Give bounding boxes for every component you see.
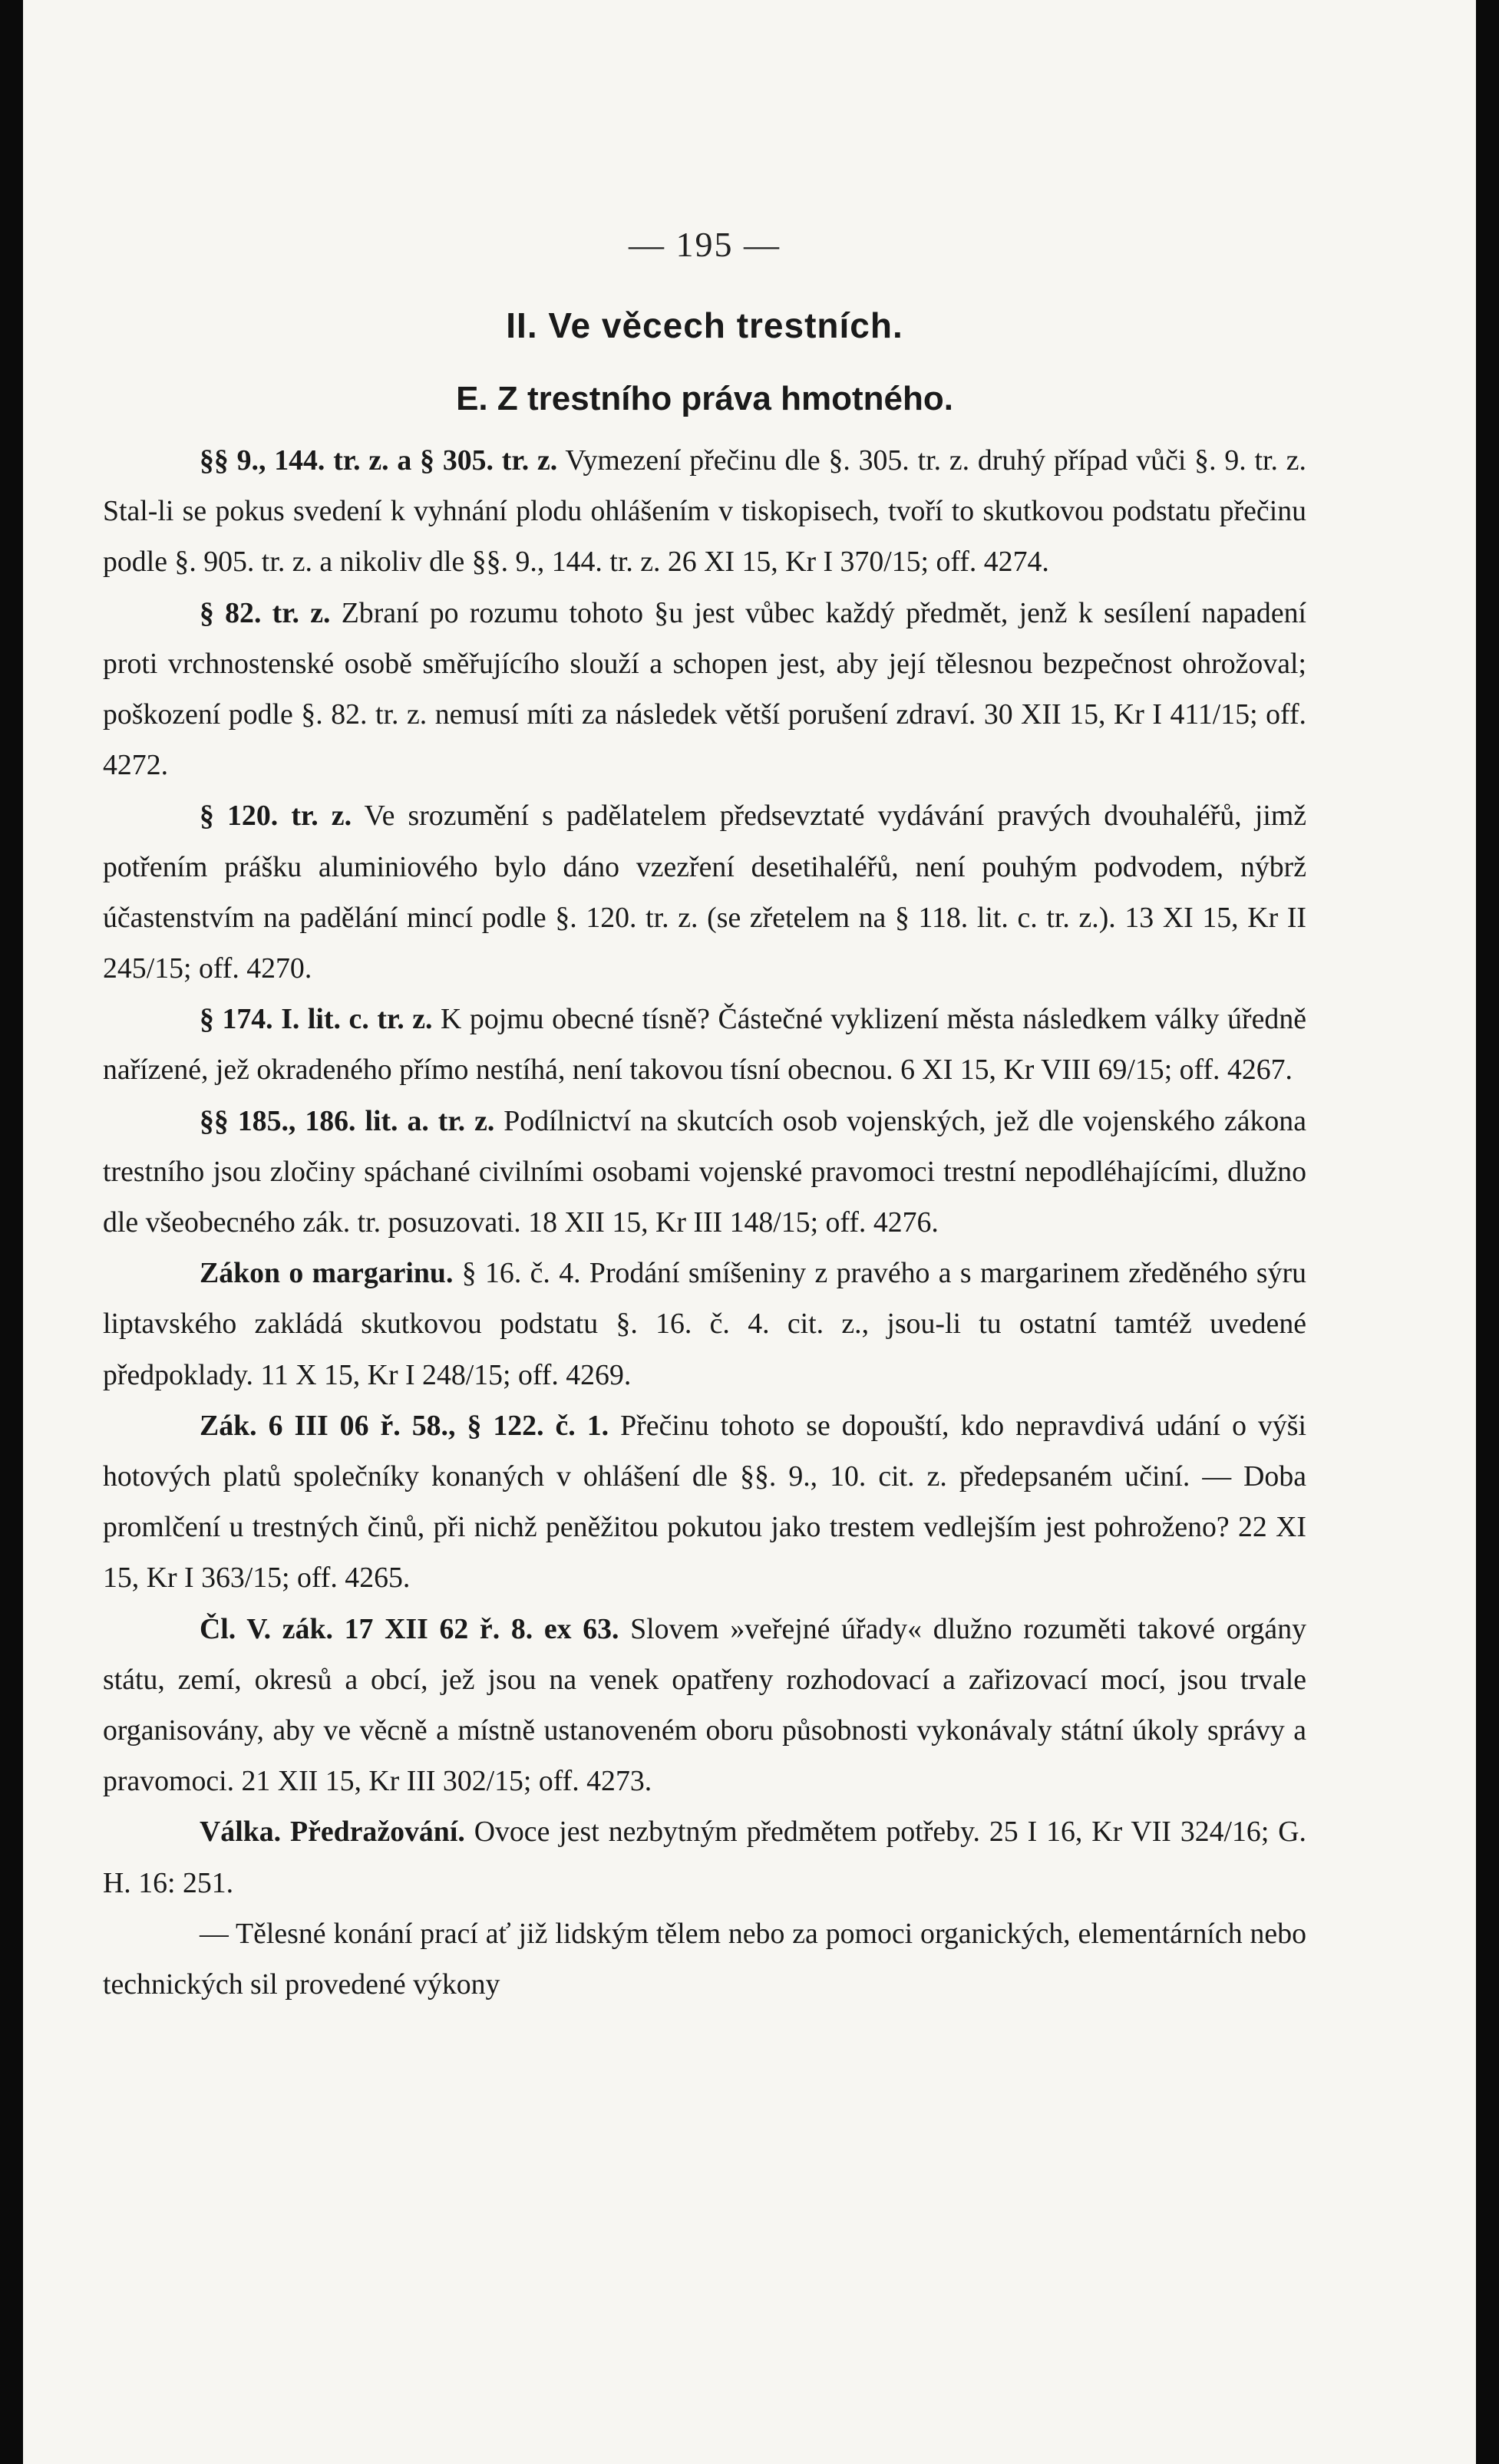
entry-margarine-law [103,1248,1306,1400]
entry-lead: §§ 9., 144. tr. z. a § 305. tr. z. [200,444,558,477]
entry-text: Ve srozumění s padělatelem předsevztaté vydávání pravých dvouhaléřů, jimž potřením prášku aluminiového bylo dáno vzezření desetihaléřů, není pouhým podvodem, nýbrž účastenstvím na padělání mincí podle §. 120. tr. z. (se zřetelem na § 118. lit. c. tr. z.). 13 XI 15, Kr II 245/15; off. 4270. [103,800,1306,985]
entry-law-1906 [103,1400,1306,1604]
book-page [23,0,1476,2464]
entry-war-profiteering [103,1806,1306,1908]
subsection-title: E. Z trestního práva hmotného. [456,380,953,417]
entry-par-174 [103,994,1306,1095]
entry-par-9-144-305 [103,435,1306,588]
entry-text: § 16. č. 4. Prodání smíšeniny z pravého a s margarinem zředěného sýru liptavského zakládá skutkovou podstatu §. 16. č. 4. cit. z., jsou-li tu ostatní tamtéž uvedené předpoklady. 11 X 15, Kr I 248/15; off. 4269. [103,1257,1306,1391]
entry-text: K pojmu obecné tísně? Částečné vyklizení města následkem války úředně nařízené, jež okradeného přímo nestíhá, není takovou tísní obecnou. 6 XI 15, Kr VIII 69/15; off. 4267. [103,1003,1306,1087]
entry-text: Přečinu tohoto se dopouští, kdo nepravdivá udání o výši hotových platů společníky konaných v ohlášení dle §§. 9., 10. cit. z. předepsaném učiní. — Doba promlčení u trestných činů, při nichž peněžitou pokutou jako trestem vedlejším jest pohroženo? 22 XI 15, Kr I 363/15; off. 4265. [103,1409,1307,1595]
entry-lead: § 174. I. lit. c. tr. z. [200,1003,433,1036]
entry-lead: Čl. V. zák. 17 XII 62 ř. 8. ex 63. [200,1612,619,1645]
entry-lead: §§ 185., 186. lit. a. tr. z. [200,1104,495,1137]
entry-text: — Tělesné konání prací ať již lidským tělem nebo za pomoci organických, elementárních nebo technických sil provedené výkony [103,1917,1306,2001]
entry-text: Zbraní po rozumu tohoto §u jest vůbec každý předmět, jenž k sesílení napadení proti vrchnostenské osobě směřujícího slouží a schopen jest, aby její tělesnou bezpečnost ohrožoval; poškození podle §. 82. tr. z. nemusí míti za následek větší porušení zdraví. 30 XII 15, Kr I 411/15; off. 4272. [103,596,1307,782]
entry-art-v-law-1862 [103,1604,1306,1807]
entry-lead: Válka. Předražování. [200,1816,465,1849]
page-content [103,224,1306,2010]
entry-par-185-186 [103,1096,1306,1248]
entry-text: Vymezení přečinu dle §. 305. tr. z. druhý případ vůči §. 9. tr. z. Stal-li se pokus svedení k vyhnání plodu ohlášením v tiskopisech, tvoří to skutkovou podstatu přečinu podle §. 905. tr. z. a nikoliv dle §§. 9., 144. tr. z. 26 XI 15, Kr I 370/15; off. 4274. [103,444,1306,579]
entry-lead: § 120. tr. z. [200,800,352,833]
entry-par-120 [103,790,1306,994]
entry-lead: § 82. tr. z. [200,596,331,629]
entry-lead: Zákon o margarinu. [200,1257,454,1290]
entry-text: Ovoce jest nezbytným předmětem potřeby. 25 I 16, Kr VII 324/16; G. H. 16: 251. [103,1816,1306,1899]
entry-continuation [103,1908,1306,2010]
entry-text: Podílnictví na skutcích osob vojenských, jež dle vojenského zákona trestního jsou zločiny spáchané civilními osobami vojenské pravomoci trestní nepodléhajícími, dlužno dle všeobecného zák. tr. posuzovati. 18 XII 15, Kr III 148/15; off. 4276. [103,1104,1306,1239]
entry-text: Slovem »veřejné úřady« dlužno rozuměti takové orgány státu, zemí, okresů a obcí, jež jsou na venek opatřeny rozhodovací a zařizovací mocí, jsou trvale organisovány, aby ve věcně a místně ustanoveném oboru působnosti vykonávaly státní úkoly správy a pravomoci. 21 XII 15, Kr III 302/15; off. 4273. [103,1612,1306,1798]
section-title: II. Ve věcech trestních. [506,305,903,345]
page-number: — 195 — [629,225,781,264]
entry-par-82 [103,588,1306,791]
entry-lead: Zák. 6 III 06 ř. 58., § 122. č. 1. [200,1409,609,1442]
